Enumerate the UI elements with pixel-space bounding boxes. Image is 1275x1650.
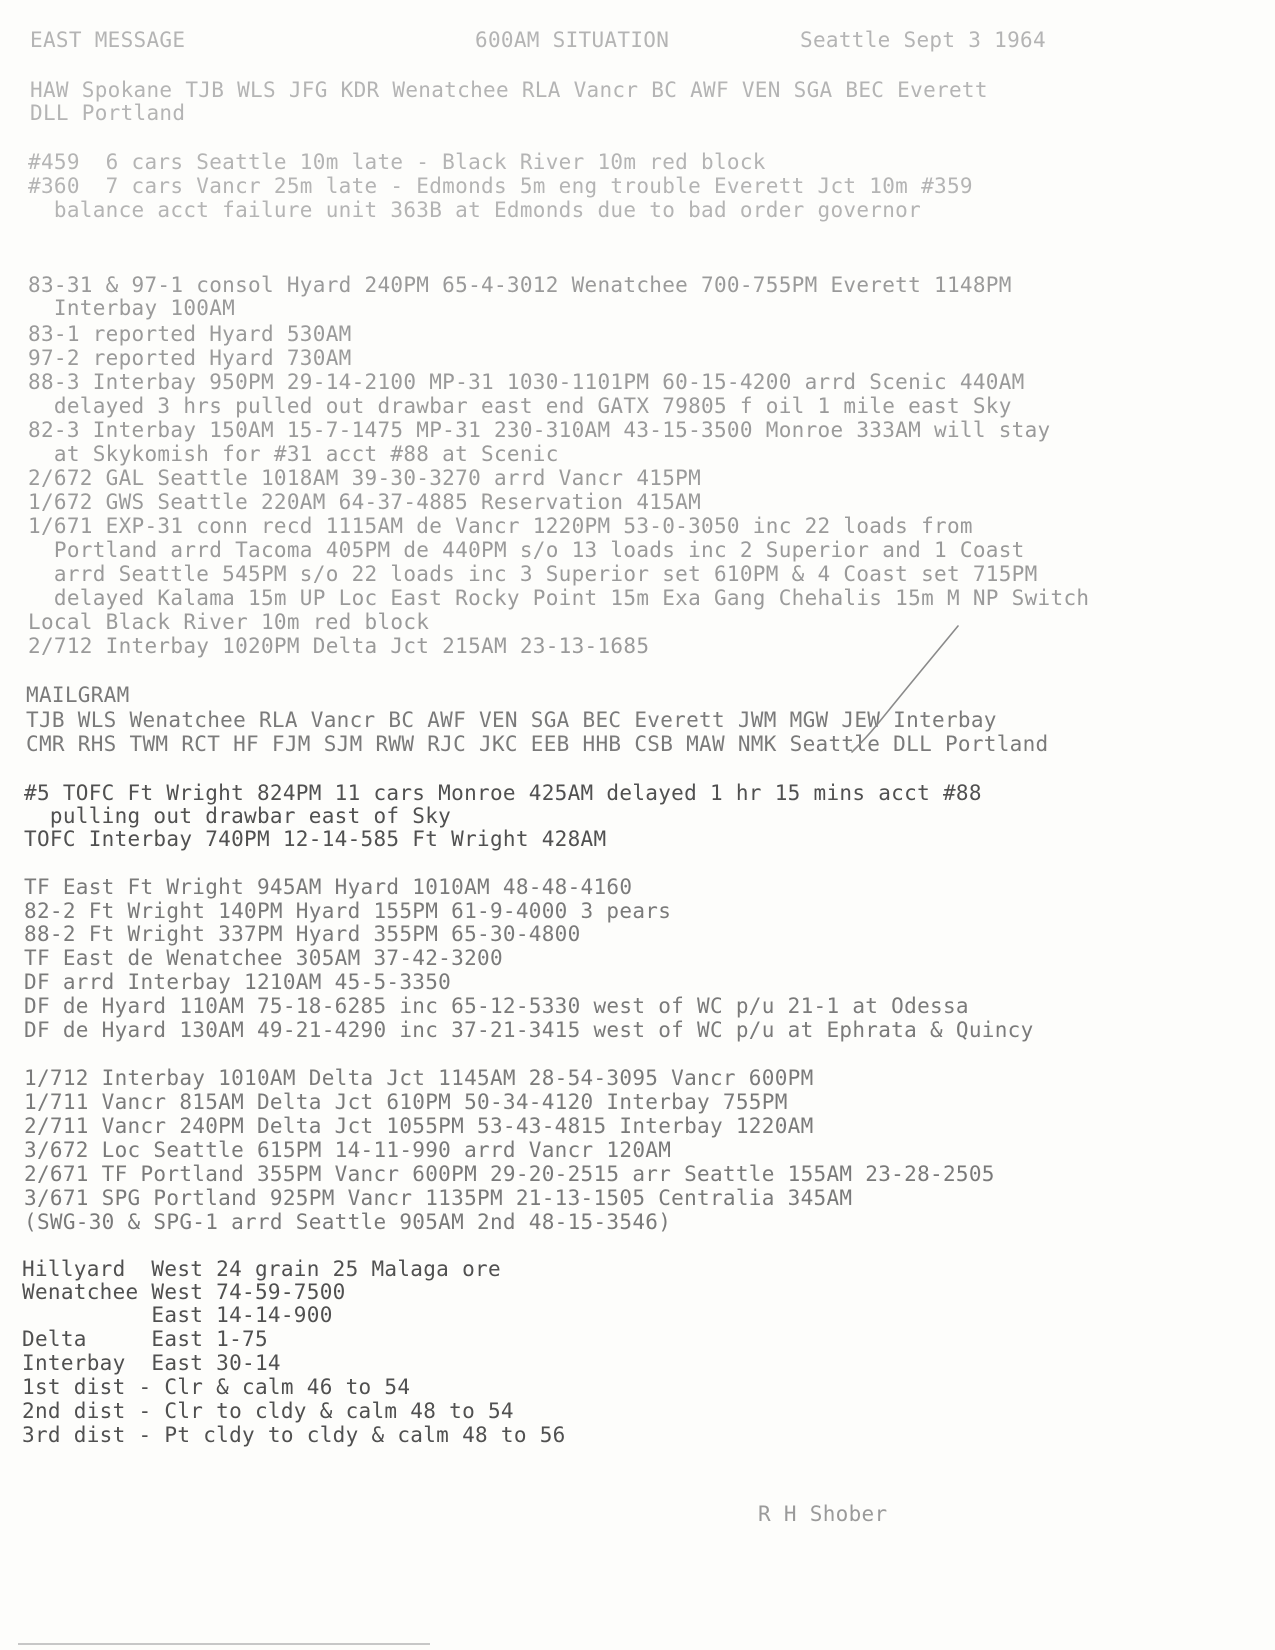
yard-weather-line: Hillyard West 24 grain 25 Malaga ore bbox=[22, 1257, 501, 1281]
yard-weather-line: 1st dist - Clr & calm 46 to 54 bbox=[22, 1375, 411, 1399]
freight-west-line: 1/672 GWS Seattle 220AM 64-37-4885 Reservation 415AM bbox=[28, 490, 702, 514]
coast-line-entry: 2/711 Vancr 240PM Delta Jct 1055PM 53-43-4815 Interbay 1220AM bbox=[24, 1114, 814, 1138]
freight-west-line: at Skykomish for #31 acct #88 at Scenic bbox=[28, 442, 559, 466]
freight-west-line: 83-1 reported Hyard 530AM bbox=[28, 322, 352, 346]
coast-line-entry: 2/671 TF Portland 355PM Vancr 600PM 29-20-2515 arr Seattle 155AM 23-28-2505 bbox=[24, 1162, 995, 1186]
mailgram-distribution-line: TJB WLS Wenatchee RLA Vancr BC AWF VEN SGA BEC Everett JWM MGW JEW Interbay bbox=[26, 708, 997, 732]
tofc-line: #5 TOFC Ft Wright 824PM 11 cars Monroe 425AM delayed 1 hr 15 mins acct #88 bbox=[24, 781, 982, 805]
freight-west-line: Interbay 100AM bbox=[28, 296, 236, 320]
freight-east-line: TF East Ft Wright 945AM Hyard 1010AM 48-48-4160 bbox=[24, 875, 633, 899]
header-dateline: Seattle Sept 3 1964 bbox=[800, 28, 1046, 52]
mailgram-heading: MAILGRAM bbox=[26, 683, 130, 707]
freight-west-line: 83-31 & 97-1 consol Hyard 240PM 65-4-3012 Wenatchee 700-755PM Everett 1148PM bbox=[28, 273, 1012, 297]
coast-line-entry: 3/671 SPG Portland 925PM Vancr 1135PM 21-13-1505 Centralia 345AM bbox=[24, 1186, 853, 1210]
header-title: 600AM SITUATION bbox=[475, 28, 670, 52]
signature: R H Shober bbox=[758, 1502, 888, 1526]
freight-west-line: 1/671 EXP-31 conn recd 1115AM de Vancr 1220PM 53-0-3050 inc 22 loads from bbox=[28, 514, 973, 538]
freight-west-line: delayed Kalama 15m UP Loc East Rocky Point 15m Exa Gang Chehalis 15m M NP Switch bbox=[28, 586, 1090, 610]
freight-east-line: TF East de Wenatchee 305AM 37-42-3200 bbox=[24, 946, 503, 970]
yard-weather-line: East 14-14-900 bbox=[22, 1303, 333, 1327]
bottom-rule bbox=[18, 1643, 430, 1645]
freight-east-line: 88-2 Ft Wright 337PM Hyard 355PM 65-30-4800 bbox=[24, 922, 581, 946]
freight-west-line: delayed 3 hrs pulled out drawbar east end GATX 79805 f oil 1 mile east Sky bbox=[28, 394, 1012, 418]
passenger-line: balance acct failure unit 363B at Edmonds due to bad order governor bbox=[28, 198, 922, 222]
yard-weather-line: 3rd dist - Pt cldy to cldy & calm 48 to 56 bbox=[22, 1423, 566, 1447]
coast-line-entry: (SWG-30 & SPG-1 arrd Seattle 905AM 2nd 48-15-3546) bbox=[24, 1210, 672, 1234]
mailgram-distribution-line: CMR RHS TWM RCT HF FJM SJM RWW RJC JKC EEB HHB CSB MAW NMK Seattle DLL Portland bbox=[26, 732, 1049, 756]
freight-east-line: DF arrd Interbay 1210AM 45-5-3350 bbox=[24, 970, 452, 994]
distribution-line: DLL Portland bbox=[30, 101, 186, 125]
yard-weather-line: Delta East 1-75 bbox=[22, 1327, 268, 1351]
freight-west-line: 2/672 GAL Seattle 1018AM 39-30-3270 arrd Vancr 415PM bbox=[28, 466, 702, 490]
freight-east-line: 82-2 Ft Wright 140PM Hyard 155PM 61-9-4000 3 pears bbox=[24, 899, 672, 923]
freight-west-line: arrd Seattle 545PM s/o 22 loads inc 3 Superior set 610PM & 4 Coast set 715PM bbox=[28, 562, 1038, 586]
distribution-line: HAW Spokane TJB WLS JFG KDR Wenatchee RLA Vancr BC AWF VEN SGA BEC Everett bbox=[30, 78, 988, 102]
tofc-line: TOFC Interbay 740PM 12-14-585 Ft Wright 428AM bbox=[24, 827, 607, 851]
freight-east-line: DF de Hyard 130AM 49-21-4290 inc 37-21-3415 west of WC p/u at Ephrata & Quincy bbox=[24, 1018, 1034, 1042]
coast-line-entry: 1/712 Interbay 1010AM Delta Jct 1145AM 28-54-3095 Vancr 600PM bbox=[24, 1066, 814, 1090]
freight-east-line: DF de Hyard 110AM 75-18-6285 inc 65-12-5330 west of WC p/u 21-1 at Odessa bbox=[24, 994, 969, 1018]
freight-west-line: 97-2 reported Hyard 730AM bbox=[28, 346, 352, 370]
freight-west-line: 82-3 Interbay 150AM 15-7-1475 MP-31 230-310AM 43-15-3500 Monroe 333AM will stay bbox=[28, 418, 1051, 442]
yard-weather-line: Interbay East 30-14 bbox=[22, 1351, 281, 1375]
yard-weather-line: Wenatchee West 74-59-7500 bbox=[22, 1280, 346, 1304]
freight-west-line: Portland arrd Tacoma 405PM de 440PM s/o 13 loads inc 2 Superior and 1 Coast bbox=[28, 538, 1025, 562]
coast-line-entry: 3/672 Loc Seattle 615PM 14-11-990 arrd Vancr 120AM bbox=[24, 1138, 672, 1162]
yard-weather-line: 2nd dist - Clr to cldy & calm 48 to 54 bbox=[22, 1399, 514, 1423]
freight-west-line: 88-3 Interbay 950PM 29-14-2100 MP-31 1030-1101PM 60-15-4200 arrd Scenic 440AM bbox=[28, 370, 1025, 394]
header-left: EAST MESSAGE bbox=[30, 28, 186, 52]
passenger-line: #459 6 cars Seattle 10m late - Black River 10m red block bbox=[28, 150, 766, 174]
tofc-line: pulling out drawbar east of Sky bbox=[24, 804, 452, 828]
passenger-line: #360 7 cars Vancr 25m late - Edmonds 5m eng trouble Everett Jct 10m #359 bbox=[28, 174, 973, 198]
coast-line-entry: 1/711 Vancr 815AM Delta Jct 610PM 50-34-4120 Interbay 755PM bbox=[24, 1090, 788, 1114]
freight-west-line: Local Black River 10m red block bbox=[28, 610, 430, 634]
freight-west-line: 2/712 Interbay 1020PM Delta Jct 215AM 23-13-1685 bbox=[28, 634, 650, 658]
